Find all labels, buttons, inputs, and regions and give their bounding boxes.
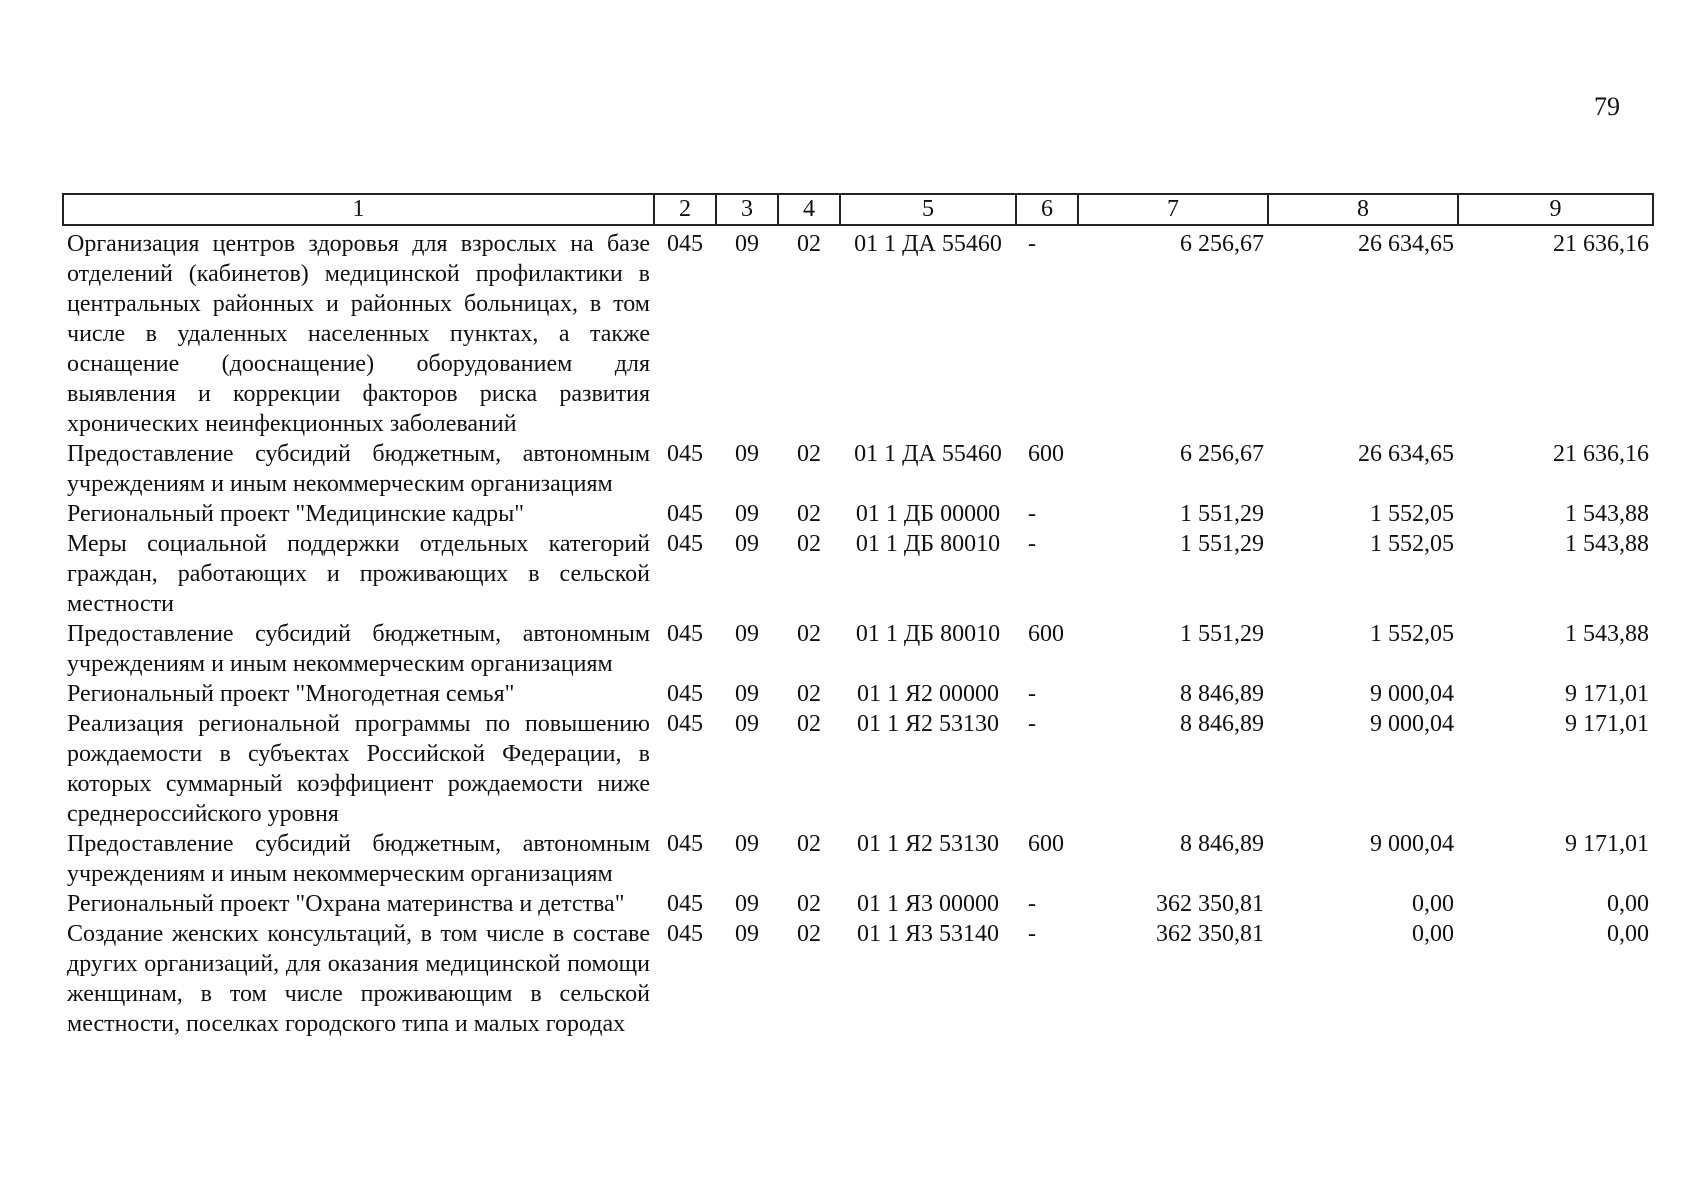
budget-table [62,193,1654,1039]
cell-section-code: 09 [735,711,759,737]
cell-expense-type: 600 [1028,621,1064,647]
row-name: Организация центров здоровья для взрослых на базе отделений (кабинетов) медицинской профилактики в центральных районных и районных больницах, в том числе в удаленных населенных пунктах, а также оснащение (дооснащение) оборудованием для выявления и коррекции факторов риска развития хронических неинфекционных заболеваний [67,231,650,437]
table-row [63,889,1653,919]
table-row [63,499,1653,529]
cell-subsection-code: 02 [797,831,821,857]
cell-expense-type: - [1028,681,1036,707]
table-row [63,709,1653,829]
table-row [63,529,1653,619]
row-name: Меры социальной поддержки отдельных категорий граждан, работающих и проживающих в сельской местности [67,531,650,617]
row-name: Региональный проект "Охрана материнства и детства" [67,891,625,917]
cell-ministry-code: 045 [667,711,703,737]
cell-subsection-code: 02 [797,621,821,647]
cell-section-code: 09 [735,531,759,557]
row-name: Региональный проект "Медицинские кадры" [67,501,525,527]
column-header: 6 [1016,194,1078,225]
cell-amount-col7: 6 256,67 [1180,231,1264,257]
column-header: 3 [716,194,778,225]
cell-subsection-code: 02 [797,501,821,527]
cell-expense-type: - [1028,921,1036,947]
cell-ministry-code: 045 [667,621,703,647]
cell-expense-type: - [1028,891,1036,917]
cell-ministry-code: 045 [667,531,703,557]
table-header [63,194,1653,225]
table-body [63,225,1653,1039]
cell-amount-col9: 9 171,01 [1565,681,1649,707]
cell-expense-type: - [1028,711,1036,737]
column-header: 4 [778,194,840,225]
cell-section-code: 09 [735,891,759,917]
cell-section-code: 09 [735,501,759,527]
cell-amount-col7: 362 350,81 [1156,921,1264,947]
cell-amount-col8: 1 552,05 [1370,531,1454,557]
cell-expense-type: - [1028,531,1036,557]
page-number: 79 [1594,92,1620,121]
cell-amount-col8: 0,00 [1412,891,1454,917]
row-name: Предоставление субсидий бюджетным, автономным учреждениям и иным некоммерческим организациям [67,441,650,497]
cell-amount-col9: 1 543,88 [1565,621,1649,647]
cell-subsection-code: 02 [797,891,821,917]
cell-amount-col9: 9 171,01 [1565,711,1649,737]
cell-subsection-code: 02 [797,711,821,737]
cell-amount-col8: 9 000,04 [1370,681,1454,707]
cell-subsection-code: 02 [797,231,821,257]
cell-expense-type: - [1028,501,1036,527]
cell-target-article: 01 1 ДА 55460 [854,441,1002,467]
cell-amount-col8: 26 634,65 [1358,441,1454,467]
row-name: Региональный проект "Многодетная семья" [67,681,515,707]
cell-ministry-code: 045 [667,501,703,527]
table-row [63,919,1653,1039]
cell-amount-col8: 9 000,04 [1370,711,1454,737]
cell-subsection-code: 02 [797,531,821,557]
cell-amount-col7: 8 846,89 [1180,831,1264,857]
table-row [63,619,1653,679]
cell-amount-col7: 362 350,81 [1156,891,1264,917]
table-row [63,225,1653,439]
cell-target-article: 01 1 Я2 53130 [856,831,999,857]
cell-target-article: 01 1 ДА 55460 [854,231,1002,257]
column-header: 1 [63,194,654,225]
cell-amount-col9: 1 543,88 [1565,501,1649,527]
cell-amount-col8: 9 000,04 [1370,831,1454,857]
column-header: 2 [654,194,716,225]
row-name: Предоставление субсидий бюджетным, автономным учреждениям и иным некоммерческим организациям [67,831,650,887]
cell-section-code: 09 [735,831,759,857]
row-name: Реализация региональной программы по повышению рождаемости в субъектах Российской Федерации, в которых суммарный коэффициент рождаемости ниже среднероссийского уровня [67,711,650,827]
cell-amount-col7: 6 256,67 [1180,441,1264,467]
cell-ministry-code: 045 [667,891,703,917]
cell-target-article: 01 1 Я3 00000 [856,891,999,917]
cell-target-article: 01 1 Я2 00000 [856,681,999,707]
cell-ministry-code: 045 [667,441,703,467]
cell-section-code: 09 [735,681,759,707]
cell-amount-col9: 0,00 [1607,921,1649,947]
cell-ministry-code: 045 [667,681,703,707]
table-row [63,679,1653,709]
row-name: Предоставление субсидий бюджетным, автономным учреждениям и иным некоммерческим организациям [67,621,650,677]
cell-amount-col7: 1 551,29 [1180,531,1264,557]
column-header: 8 [1268,194,1458,225]
cell-section-code: 09 [735,921,759,947]
cell-amount-col8: 26 634,65 [1358,231,1454,257]
cell-expense-type: - [1028,231,1036,257]
table-row [63,829,1653,889]
cell-target-article: 01 1 Я2 53130 [856,711,999,737]
cell-target-article: 01 1 Я3 53140 [856,921,999,947]
cell-expense-type: 600 [1028,441,1064,467]
row-name: Создание женских консультаций, в том числе в составе других организаций, для оказания медицинской помощи женщинам, в том числе проживающим в сельской местности, поселках городского типа и малых городах [67,921,650,1037]
cell-amount-col9: 9 171,01 [1565,831,1649,857]
cell-amount-col8: 0,00 [1412,921,1454,947]
cell-section-code: 09 [735,441,759,467]
cell-target-article: 01 1 ДБ 00000 [855,501,1001,527]
cell-target-article: 01 1 ДБ 80010 [855,531,1001,557]
cell-amount-col9: 0,00 [1607,891,1649,917]
cell-subsection-code: 02 [797,441,821,467]
table-row [63,439,1653,499]
cell-expense-type: 600 [1028,831,1064,857]
column-header: 7 [1078,194,1268,225]
cell-section-code: 09 [735,231,759,257]
cell-ministry-code: 045 [667,921,703,947]
cell-amount-col8: 1 552,05 [1370,621,1454,647]
cell-subsection-code: 02 [797,921,821,947]
cell-amount-col9: 21 636,16 [1553,441,1649,467]
column-header: 5 [840,194,1016,225]
cell-amount-col7: 1 551,29 [1180,501,1264,527]
column-number-row [63,194,1653,225]
cell-target-article: 01 1 ДБ 80010 [855,621,1001,647]
cell-amount-col7: 1 551,29 [1180,621,1264,647]
cell-section-code: 09 [735,621,759,647]
cell-ministry-code: 045 [667,831,703,857]
cell-amount-col8: 1 552,05 [1370,501,1454,527]
cell-amount-col7: 8 846,89 [1180,681,1264,707]
cell-subsection-code: 02 [797,681,821,707]
cell-amount-col9: 21 636,16 [1553,231,1649,257]
cell-amount-col9: 1 543,88 [1565,531,1649,557]
cell-ministry-code: 045 [667,231,703,257]
column-header: 9 [1458,194,1653,225]
cell-amount-col7: 8 846,89 [1180,711,1264,737]
